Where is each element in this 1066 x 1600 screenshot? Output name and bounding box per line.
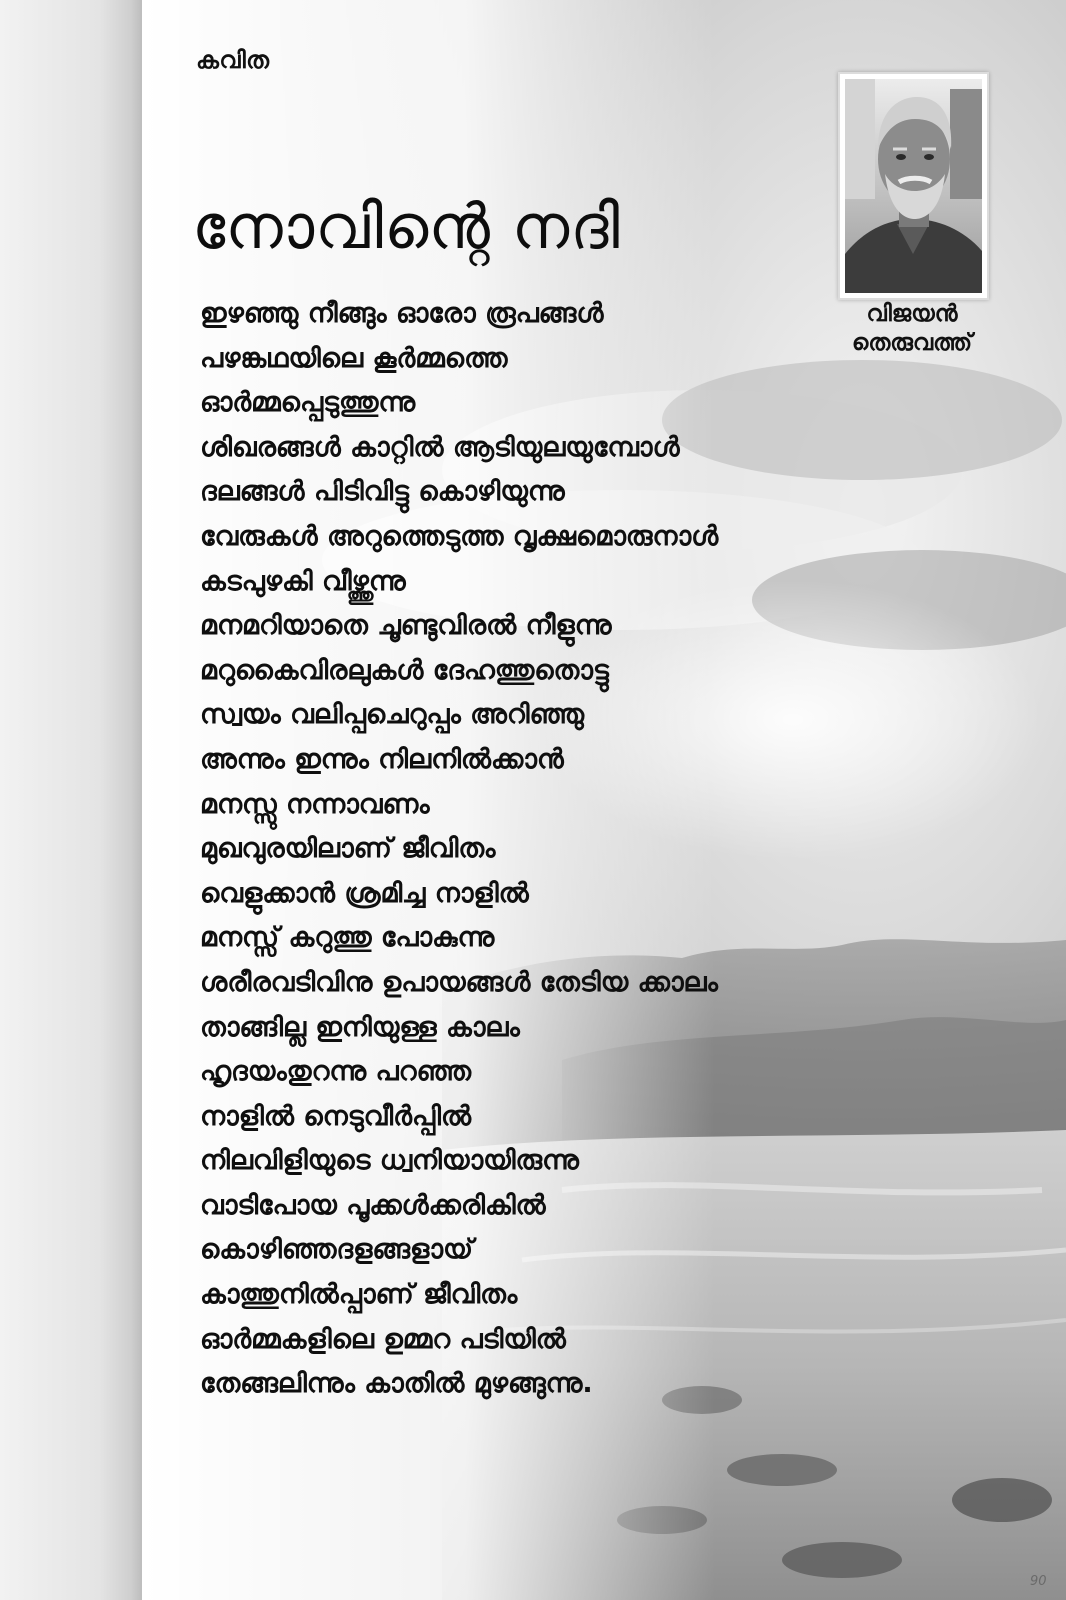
author-name — [822, 300, 1002, 358]
poem-line: പഴങ്കഥയിലെ കൂർമ്മത്തെ — [200, 342, 508, 374]
page-binding-shadow — [0, 0, 142, 1600]
poem-line: ഓർമ്മകളിലെ ഉമ്മറ പടിയിൽ — [200, 1323, 566, 1355]
poem-line: ഹൃദയംതുറന്നു പറഞ്ഞ — [200, 1056, 472, 1088]
poem-line: ഇഴഞ്ഞു നീങ്ങും ഓരോ രൂപങ്ങൾ — [200, 298, 604, 329]
poem-line: മനമറിയാതെ ചൂണ്ടുവിരൽ നീളുന്നു — [200, 610, 612, 642]
poem-line: നിലവിളിയുടെ ധ്വനിയായിരുന്നു — [200, 1145, 579, 1177]
poem-line: ശിഖരങ്ങൾ കാറ്റിൽ ആടിയുലയുമ്പോൾ — [200, 431, 680, 463]
poem-line: മനസ്സു നന്നാവണം — [200, 788, 430, 820]
author-last-name: തെരുവത്ത് — [851, 330, 973, 356]
poem-line: താങ്ങില്ല ഇനിയുള്ള കാലം — [200, 1011, 520, 1043]
poem-line: ശരീരവടിവിനു ഉപായങ്ങൾ തേടിയ ക്കാലം — [200, 966, 718, 998]
section-label: കവിത — [196, 46, 270, 74]
poem-line: വെളുക്കാൻ ശ്രമിച്ച നാളിൽ — [200, 877, 529, 909]
poem-line: വാടിപോയ പൂക്കൾക്കരികിൽ — [200, 1189, 546, 1221]
poem-line: നാളിൽ നെടുവീർപ്പിൽ — [200, 1100, 472, 1132]
poem-line: കാത്തുനിൽപ്പാണ് ജീവിതം — [200, 1279, 518, 1311]
poem-line: കടപുഴകി വീഴ്ത്തുന്നു — [200, 565, 406, 597]
poem-line: മറുകൈവിരലുകൾ ദേഹത്തുതൊട്ടു — [200, 654, 609, 686]
author-first-name: വിജയൻ — [866, 301, 958, 327]
poem-line: മുഖവുരയിലാണ് ജീവിതം — [200, 833, 496, 865]
poem-line: വേരുകൾ അറുത്തെടുത്ത വൃക്ഷമൊരുനാൾ — [200, 520, 719, 552]
poem-title: നോവിന്റെ നദി — [192, 190, 621, 263]
poem-line: മനസ്സ് കറുത്തു പോകുന്നു — [200, 922, 495, 954]
author-portrait-image — [845, 79, 982, 293]
author-photo — [838, 72, 989, 300]
painter-signature: 90 — [1030, 1574, 1047, 1589]
poem-line: ദലങ്ങൾ പിടിവിട്ടു കൊഴിയുന്നു — [200, 476, 565, 508]
poem-line: ഓർമ്മപ്പെടുത്തുന്നു — [200, 387, 416, 419]
poem-body — [200, 292, 820, 1407]
poem-line: തേങ്ങലിന്നും കാതിൽ മുഴങ്ങുന്നു. — [200, 1368, 593, 1400]
poem-line: സ്വയം വലിപ്പചെറുപ്പം അറിഞ്ഞു — [200, 699, 585, 731]
poem-line: അന്നും ഇന്നും നിലനിൽക്കാൻ — [200, 743, 564, 775]
poem-line: കൊഴിഞ്ഞദളങ്ങളായ് — [200, 1234, 474, 1266]
